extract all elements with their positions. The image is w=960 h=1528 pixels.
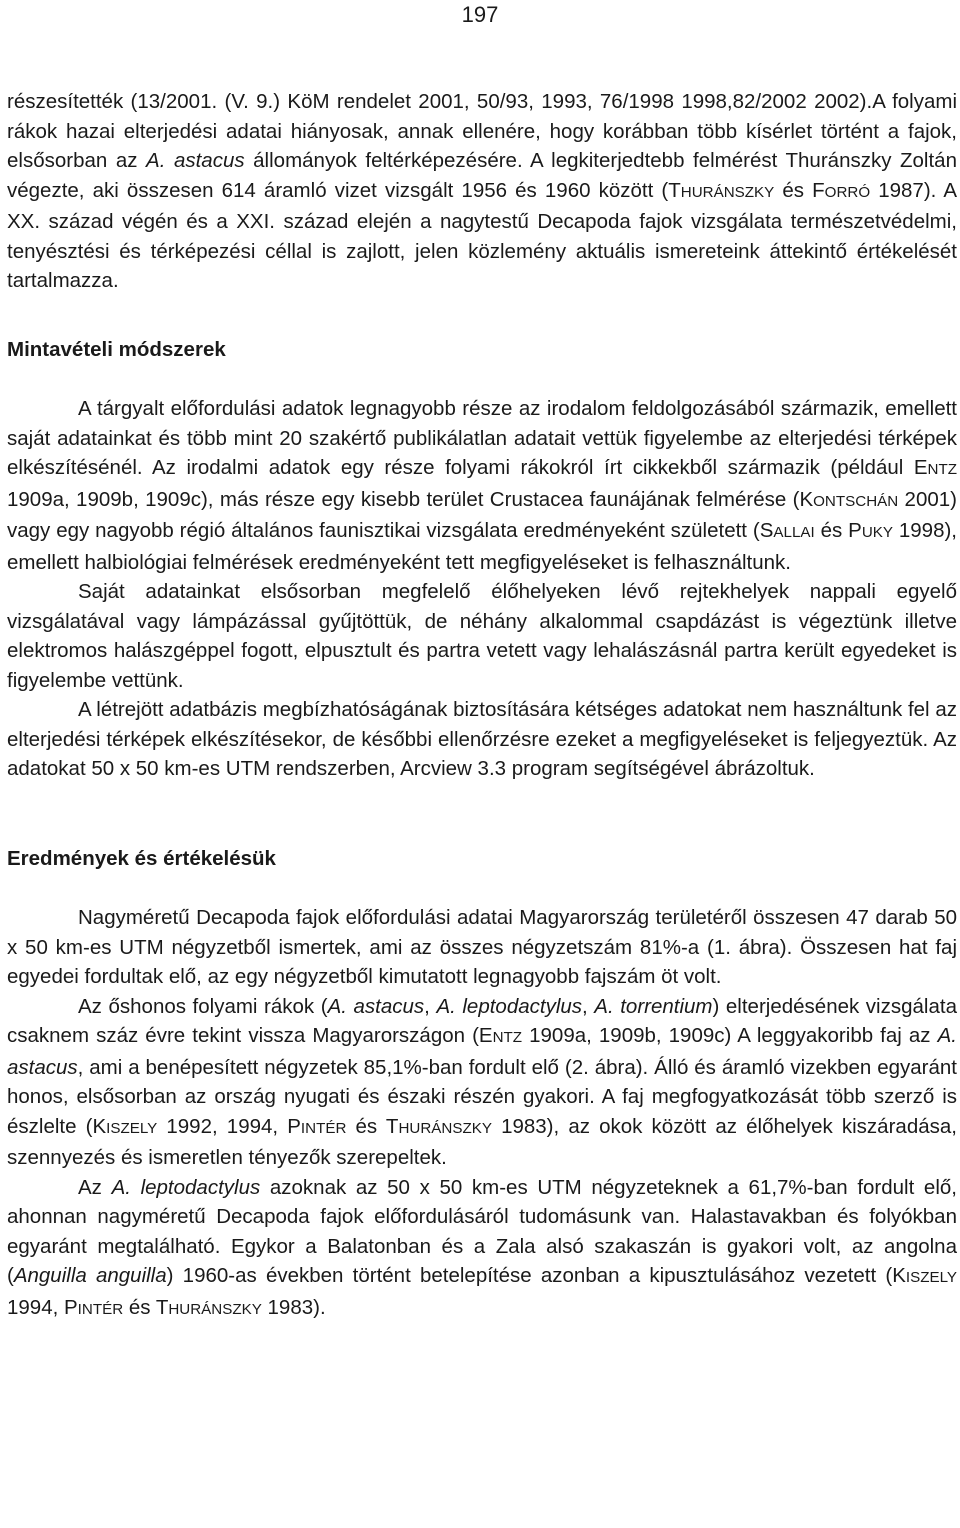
small-caps-run: ORRÓ [824,183,871,201]
text-run: 1994, P [7,1295,78,1319]
text-run: és [774,178,813,202]
small-caps-run: ISZELY [905,1269,957,1286]
text-run: 1992, 1994, P [157,1114,301,1138]
italic-run: Anguilla anguilla [13,1264,167,1287]
small-caps-run: HURÁNSZKY [168,1300,262,1318]
text-run: 1983), az okok között az élőhelyek kiszáradása, szennyezés és ismeretlen tényezők szerepeltek. [7,1114,957,1169]
text-run: 1909a, 1909b, 1909c), más része egy kisebb terület Crustacea faunájának felmérése (K [7,487,814,511]
text-run: F [812,178,825,202]
methods-paragraph [7,577,957,695]
section-heading-methods: Mintavételi módszerek [7,337,226,361]
small-caps-run: HURÁNSZKY [398,1119,492,1137]
text-run: és P [814,519,862,542]
small-caps-run: INTÉR [77,1300,124,1318]
results-paragraph [7,1173,957,1325]
small-caps-run: HURÁNSZKY [680,183,775,201]
text-run: , [582,994,595,1018]
results-paragraph [7,992,957,1173]
text-run: Saját adatainkat elsősorban megfelelő élőhelyeken lévő rejtekhelyek nappali egyelő vizsgálatával vagy lámpázással gyűjtöttük, de néhány alkalommal csapdázást is végeztünk illetve elektromos halászgéppel fogott, elpusztult és partra vetett vagy lehalászásnál partra került egyedeket is figyelembe vettünk. [7,580,957,692]
text-run: 1983). [261,1295,326,1319]
italic-run: A. leptodactylus [436,994,583,1018]
small-caps-run: ALLAI [773,524,815,541]
text-run: ) elterjedésének vizsgálata csaknem száz évre tekint vissza Magyarországon (E [7,994,957,1047]
text-run: Nagyméretű Decapoda fajok előfordulási adatai Magyarország területéről összesen 47 darab 50 x 50 km-es UTM négyzetből ismertek, ami az összes négyzetszám 81%-a (1. ábra). Összesen hat faj egyedei fordultak elő, az egy négyzetből kimutatott legnagyobb fajszám öt volt. [7,906,957,988]
small-caps-run: UKY [861,524,893,541]
small-caps-run: ONTSCHÁN [813,492,899,510]
text-run: és T [346,1114,399,1138]
intro-paragraph [7,87,957,296]
text-run: , ami a benépesített négyzetek 85,1%-ban fordult elő (2. ábra). Álló és áramló vizekben egyaránt honos, elsősorban az ország nyugati és északi részén gyakori. A faj megfogyatkozását több szerző is észlelte (K [7,1055,957,1138]
italic-run: A. astacus [146,149,245,172]
text-run: 1909a, 1909b, 1909c) A leggyakoribb faj az [522,1024,938,1047]
text-run: 2001) vagy egy nagyobb régió általános faunisztikai vizsgálata eredményeként született (S [7,487,957,542]
page-content [7,87,957,1324]
text-run: Az őshonos folyami rákok ( [78,994,328,1018]
text-run: azoknak az 50 x 50 km-es UTM négyzeteknek a 61,7%-ban fordult elő, ahonnan nagyméretű Decapoda fajok előfordulásáról tudomásunk van. Halastavakban és folyókban egyaránt megtalálható. Egykor a Balatonban és a Zala alsó szakaszán is gyakori volt, az angolna ( [7,1175,957,1287]
text-run: állományok feltérképezésére. A legkiterjedtebb felmérést Thuránszky Zoltán végezte, aki összesen 614 áramló vizet vizsgált 1956 és 1960 között ( [7,149,957,202]
page-number: 197 [461,2,499,27]
text-run: ) 1960-as években történt betelepítése azonban a kipusztulásához vezetett (K [166,1264,906,1287]
text-run: és T [123,1295,169,1319]
italic-run: A. astacus [7,1024,957,1079]
italic-run: A. astacus [327,994,425,1018]
results-paragraph [7,903,957,992]
small-caps-run: NTZ [927,461,957,478]
text-run: részesítették (13/2001. (V. 9.) KöM rendelet 2001, 50/93, 1993, 76/1998 1998,82/2002 2002).A folyami rákok hazai elterjedési adatai hiányosak, annak ellenére, hogy korábban több kísérlet történt a fajok, elsősorban az [7,90,957,172]
methods-paragraph [7,394,957,577]
italic-run: A. leptodactylus [111,1175,261,1199]
text-run: , [424,994,437,1018]
section-heading-results: Eredmények és értékelésük [7,846,276,870]
italic-run: A. torrentium [594,994,713,1018]
small-caps-run: NTZ [492,1029,523,1046]
small-caps-run: INTÉR [300,1119,347,1137]
text-run: A tárgyalt előfordulási adatok legnagyobb része az irodalom feldolgozásából származik, emellett saját adatainkat és több mint 20 szakértő publikálatlan adatait vettük figyelembe az elterjedési térképek elkészítésénél. Az irodalmi adatok egy része folyami rákokról írt cikkekből származik (például E [7,397,957,479]
text-run: T [668,178,681,202]
methods-paragraph [7,695,957,784]
text-run: Az [78,1175,112,1199]
small-caps-run: ISZELY [106,1119,158,1137]
text-run: A létrejött adatbázis megbízhatóságának biztosítására kétséges adatokat nem használtunk fel az elterjedési térképek elkészítésekor, de későbbi ellenőrzésre ezeket a megfigyeléseket is feljegyeztük. Az adatokat 50 x 50 km-es UTM rendszerben, Arcview 3.3 program segítségével ábrázoltuk. [7,698,957,780]
text-run: 1998), emellett halbiológiai felmérések eredményeként tett megfigyeléseket is felhasználtunk. [7,519,958,574]
text-run: 1987). A XX. század végén és a XXI. század elején a nagytestű Decapoda fajok vizsgálata természetvédelmi, tenyésztési és térképezési céllal is zajlott, jelen közlemény aktuális ismereteink áttekintő értékelését tartalmazza. [7,178,958,292]
